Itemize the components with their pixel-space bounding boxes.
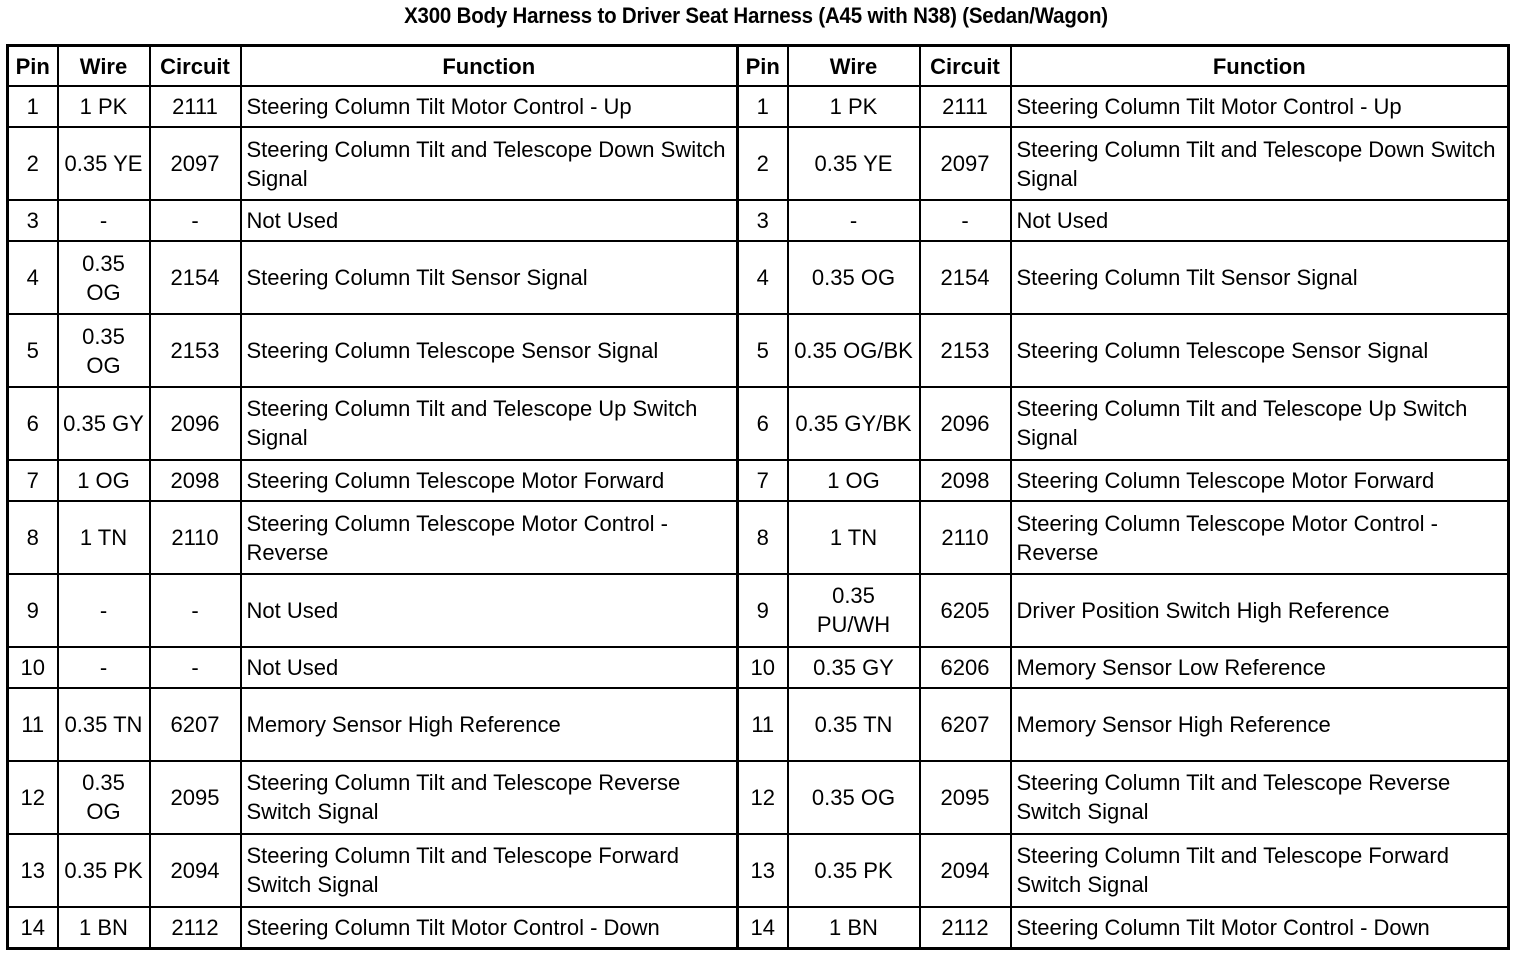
right-wire-cell: 1 TN xyxy=(788,501,920,574)
left-function-cell: Steering Column Tilt Sensor Signal xyxy=(241,241,738,314)
right-circuit-cell: 6205 xyxy=(920,574,1011,647)
left-function-cell: Steering Column Tilt and Telescope Forward Switch Signal xyxy=(241,834,738,907)
right-pin-cell: 1 xyxy=(738,86,788,127)
left-wire-cell: 1 BN xyxy=(58,907,150,949)
right-wire-cell: 1 PK xyxy=(788,86,920,127)
table-row xyxy=(8,200,1509,241)
left-circuit-cell: 2110 xyxy=(150,501,241,574)
left-wire-cell: 0.35 TN xyxy=(58,688,150,761)
left-wire-cell: - xyxy=(58,200,150,241)
right-circuit-cell: 2098 xyxy=(920,460,1011,501)
table-row xyxy=(8,127,1509,200)
right-pin-cell: 5 xyxy=(738,314,788,387)
left-function-cell: Steering Column Tilt Motor Control - Up xyxy=(241,86,738,127)
right-function-cell: Steering Column Tilt and Telescope Down Switch Signal xyxy=(1011,127,1509,200)
right-circuit-cell: - xyxy=(920,200,1011,241)
left-circuit-cell: 2097 xyxy=(150,127,241,200)
left-pin-cell: 12 xyxy=(8,761,58,834)
table-row xyxy=(8,647,1509,688)
right-wire-cell: 0.35 TN xyxy=(788,688,920,761)
left-wire-cell: 0.35 PK xyxy=(58,834,150,907)
left-function-cell: Steering Column Tilt and Telescope Reverse Switch Signal xyxy=(241,761,738,834)
right-pin-cell: 4 xyxy=(738,241,788,314)
page-title: X300 Body Harness to Driver Seat Harness (A45 with N38) (Sedan/Wagon) xyxy=(404,3,1108,28)
table-row xyxy=(8,907,1509,949)
right-pin-cell: 2 xyxy=(738,127,788,200)
table-row xyxy=(8,86,1509,127)
left-wire-cell: 0.35 OG xyxy=(58,241,150,314)
left-pin-cell: 4 xyxy=(8,241,58,314)
left-wire-cell: - xyxy=(58,647,150,688)
right-function-cell: Steering Column Telescope Sensor Signal xyxy=(1011,314,1509,387)
header-wire: Wire xyxy=(788,46,920,87)
right-circuit-cell: 2112 xyxy=(920,907,1011,949)
right-pin-cell: 14 xyxy=(738,907,788,949)
right-function-cell: Steering Column Tilt Motor Control - Up xyxy=(1011,86,1509,127)
left-pin-cell: 14 xyxy=(8,907,58,949)
right-function-cell: Steering Column Tilt and Telescope Forward Switch Signal xyxy=(1011,834,1509,907)
right-function-cell: Not Used xyxy=(1011,200,1509,241)
left-pin-cell: 9 xyxy=(8,574,58,647)
right-circuit-cell: 6207 xyxy=(920,688,1011,761)
right-pin-cell: 8 xyxy=(738,501,788,574)
right-pin-cell: 6 xyxy=(738,387,788,460)
header-pin: Pin xyxy=(8,46,58,87)
left-circuit-cell: 2112 xyxy=(150,907,241,949)
left-pin-cell: 8 xyxy=(8,501,58,574)
header-function: Function xyxy=(241,46,738,87)
right-wire-cell: 1 OG xyxy=(788,460,920,501)
right-circuit-cell: 6206 xyxy=(920,647,1011,688)
right-function-cell: Steering Column Tilt and Telescope Reverse Switch Signal xyxy=(1011,761,1509,834)
left-pin-cell: 6 xyxy=(8,387,58,460)
right-wire-cell: 0.35 PU/WH xyxy=(788,574,920,647)
right-pin-cell: 7 xyxy=(738,460,788,501)
header-circuit: Circuit xyxy=(920,46,1011,87)
connector-table xyxy=(6,44,1510,950)
right-function-cell: Steering Column Telescope Motor Forward xyxy=(1011,460,1509,501)
left-pin-cell: 10 xyxy=(8,647,58,688)
right-circuit-cell: 2153 xyxy=(920,314,1011,387)
left-function-cell: Steering Column Tilt Motor Control - Down xyxy=(241,907,738,949)
right-wire-cell: 0.35 OG/BK xyxy=(788,314,920,387)
table-row xyxy=(8,834,1509,907)
right-function-cell: Memory Sensor High Reference xyxy=(1011,688,1509,761)
right-pin-cell: 9 xyxy=(738,574,788,647)
left-circuit-cell: - xyxy=(150,647,241,688)
left-circuit-cell: 2153 xyxy=(150,314,241,387)
left-function-cell: Not Used xyxy=(241,574,738,647)
left-function-cell: Steering Column Tilt and Telescope Down Switch Signal xyxy=(241,127,738,200)
right-wire-cell: 0.35 OG xyxy=(788,761,920,834)
left-pin-cell: 7 xyxy=(8,460,58,501)
left-wire-cell: 1 PK xyxy=(58,86,150,127)
table-row xyxy=(8,574,1509,647)
header-circuit: Circuit xyxy=(150,46,241,87)
right-wire-cell: 1 BN xyxy=(788,907,920,949)
right-circuit-cell: 2097 xyxy=(920,127,1011,200)
left-pin-cell: 5 xyxy=(8,314,58,387)
table-row xyxy=(8,241,1509,314)
right-pin-cell: 10 xyxy=(738,647,788,688)
header-row xyxy=(8,46,1509,87)
right-circuit-cell: 2095 xyxy=(920,761,1011,834)
right-wire-cell: 0.35 GY xyxy=(788,647,920,688)
left-pin-cell: 13 xyxy=(8,834,58,907)
left-circuit-cell: 2096 xyxy=(150,387,241,460)
left-function-cell: Steering Column Tilt and Telescope Up Switch Signal xyxy=(241,387,738,460)
right-pin-cell: 13 xyxy=(738,834,788,907)
right-wire-cell: 0.35 YE xyxy=(788,127,920,200)
table-row xyxy=(8,314,1509,387)
table-row xyxy=(8,761,1509,834)
left-circuit-cell: 2098 xyxy=(150,460,241,501)
right-circuit-cell: 2096 xyxy=(920,387,1011,460)
table-row xyxy=(8,501,1509,574)
right-function-cell: Steering Column Tilt Sensor Signal xyxy=(1011,241,1509,314)
right-pin-cell: 3 xyxy=(738,200,788,241)
right-pin-cell: 12 xyxy=(738,761,788,834)
left-pin-cell: 11 xyxy=(8,688,58,761)
right-wire-cell: 0.35 GY/BK xyxy=(788,387,920,460)
table-row xyxy=(8,688,1509,761)
left-circuit-cell: - xyxy=(150,200,241,241)
left-wire-cell: 1 OG xyxy=(58,460,150,501)
right-wire-cell: 0.35 OG xyxy=(788,241,920,314)
right-function-cell: Driver Position Switch High Reference xyxy=(1011,574,1509,647)
right-function-cell: Steering Column Tilt and Telescope Up Switch Signal xyxy=(1011,387,1509,460)
right-wire-cell: 0.35 PK xyxy=(788,834,920,907)
left-function-cell: Not Used xyxy=(241,200,738,241)
right-function-cell: Steering Column Telescope Motor Control - Reverse xyxy=(1011,501,1509,574)
right-circuit-cell: 2154 xyxy=(920,241,1011,314)
right-function-cell: Memory Sensor Low Reference xyxy=(1011,647,1509,688)
right-circuit-cell: 2094 xyxy=(920,834,1011,907)
left-wire-cell: 0.35 GY xyxy=(58,387,150,460)
header-wire: Wire xyxy=(58,46,150,87)
left-circuit-cell: 2094 xyxy=(150,834,241,907)
table-row xyxy=(8,460,1509,501)
table-row xyxy=(8,387,1509,460)
left-wire-cell: - xyxy=(58,574,150,647)
left-circuit-cell: 2095 xyxy=(150,761,241,834)
left-circuit-cell: 6207 xyxy=(150,688,241,761)
left-wire-cell: 1 TN xyxy=(58,501,150,574)
left-function-cell: Memory Sensor High Reference xyxy=(241,688,738,761)
left-function-cell: Steering Column Telescope Sensor Signal xyxy=(241,314,738,387)
header-pin: Pin xyxy=(738,46,788,87)
left-wire-cell: 0.35 OG xyxy=(58,314,150,387)
right-circuit-cell: 2110 xyxy=(920,501,1011,574)
left-pin-cell: 2 xyxy=(8,127,58,200)
right-pin-cell: 11 xyxy=(738,688,788,761)
left-function-cell: Steering Column Telescope Motor Forward xyxy=(241,460,738,501)
left-circuit-cell: 2154 xyxy=(150,241,241,314)
left-circuit-cell: - xyxy=(150,574,241,647)
right-function-cell: Steering Column Tilt Motor Control - Down xyxy=(1011,907,1509,949)
left-circuit-cell: 2111 xyxy=(150,86,241,127)
header-function: Function xyxy=(1011,46,1509,87)
left-wire-cell: 0.35 OG xyxy=(58,761,150,834)
left-wire-cell: 0.35 YE xyxy=(58,127,150,200)
left-pin-cell: 1 xyxy=(8,86,58,127)
left-function-cell: Not Used xyxy=(241,647,738,688)
right-circuit-cell: 2111 xyxy=(920,86,1011,127)
right-wire-cell: - xyxy=(788,200,920,241)
left-pin-cell: 3 xyxy=(8,200,58,241)
left-function-cell: Steering Column Telescope Motor Control - Reverse xyxy=(241,501,738,574)
